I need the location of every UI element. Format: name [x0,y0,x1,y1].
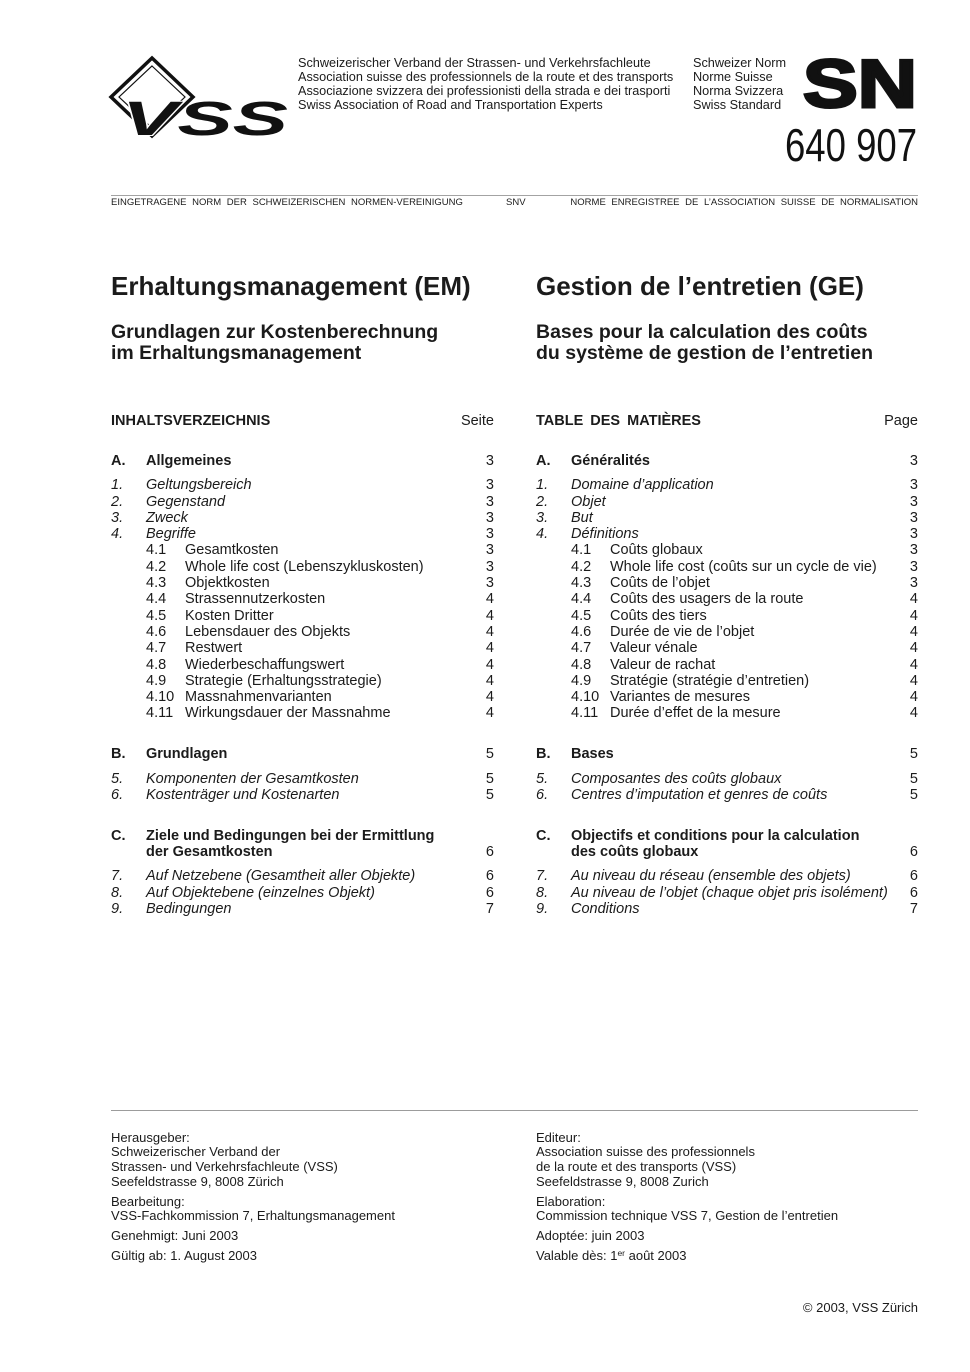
toc-page-number: 3 [909,509,918,526]
publisher-line: Association suisse des professionnels [536,1144,755,1160]
validity-date [536,1249,838,1264]
toc-subitem-row [111,689,494,705]
table-of-contents-fr [536,413,918,917]
toc-item-row [536,771,918,787]
toc-page-column-label: Page [884,413,918,429]
toc-page-number: 4 [909,607,918,624]
toc-page-number: 3 [909,558,918,575]
toc-item-number: 7. [111,868,124,885]
toc-item-row [536,477,918,493]
toc-subitem-number: 4.3 [146,575,167,592]
toc-item-row [536,901,918,917]
toc-subitem-label: Gesamtkosten [185,542,279,559]
toc-section-row [111,453,494,469]
toc-subitem-row [111,608,494,624]
toc-item-row [536,510,918,526]
footer-rule [111,1110,918,1111]
toc-item-number: 4. [111,526,124,543]
toc-subitem-label: Stratégie (stratégie d’entretien) [610,672,810,689]
toc-subitem-row [536,608,918,624]
toc-item-number: 9. [536,901,549,917]
toc-page-number: 3 [909,542,918,559]
toc-page-number: 5 [485,770,494,787]
publisher-line: Strassen- und Verkehrsfachleute (VSS) [111,1159,338,1174]
toc-item-list [111,477,494,721]
toc-subitem-label: Restwert [185,640,243,657]
toc-subitem-row [536,689,918,705]
toc-page-number: 3 [485,542,494,559]
title-block-fr [536,271,873,364]
subtitle-line: im Erhaltungsmanagement [111,341,362,364]
toc-item-number: 1. [536,477,549,494]
toc-subitem-row [111,640,494,656]
publisher-label: Editeur: [536,1129,581,1145]
toc-page-number: 4 [909,689,918,706]
toc-page-number: 5 [485,746,494,763]
toc-page-number: 3 [485,452,494,469]
registration-note-fr: NORME ENREGISTREE DE L’ASSOCIATION SUISSE DE NORMALISATION [570,196,918,208]
toc-section-letter: B. [536,746,551,763]
toc-item-number: 2. [536,493,549,510]
toc-item-number: 9. [111,901,124,917]
document-subtitle-fr [536,322,873,364]
toc-subitem-number: 4.6 [571,623,592,640]
toc-page-number: 4 [485,623,494,640]
toc-subitem-row [111,657,494,673]
subtitle-line: du système de gestion de l’entretien [536,341,874,364]
toc-subitem-number: 4.2 [571,558,592,575]
header-rule [111,195,918,196]
toc-item-number: 6. [111,786,124,803]
toc-subitem-row [536,673,918,689]
standard-number: 640 907 [785,119,917,171]
toc-page-number: 3 [909,452,918,469]
toc-page-number: 6 [485,884,494,901]
toc-subitem-row [536,591,918,607]
toc-subitem-number: 4.8 [571,656,592,673]
subtitle-line: Bases pour la calculation des coûts [536,320,868,343]
publisher-line: Seefeldstrasse 9, 8008 Zürich [111,1173,284,1189]
editing-value: Commission technique VSS 7, Gestion de l’entretien [536,1208,839,1224]
toc-section-title: Bases [571,746,614,763]
validity-suffix: août 2003 [625,1248,687,1264]
toc-page-number: 5 [909,770,918,787]
toc-page-number: 6 [909,844,918,861]
sn-logo-lettering: SN [803,46,917,122]
toc-subitem-label: Wiederbeschaffungswert [185,656,345,673]
toc-page-number: 4 [485,672,494,689]
toc-section-block [536,746,918,803]
toc-subitem-number: 4.8 [146,656,167,673]
toc-subitem-number: 4.1 [571,542,592,559]
toc-item-list [536,477,918,721]
toc-page-number: 3 [485,509,494,526]
toc-subitem-number: 4.7 [146,640,167,657]
toc-section-title: Généralités [571,452,650,469]
toc-item-label: But [571,509,593,526]
toc-subitem-number: 4.4 [571,591,592,608]
toc-page-column-label: Seite [460,413,494,429]
toc-item-number: 5. [536,770,549,787]
validity-text: Gültig ab: 1. August 2003 [111,1248,257,1264]
toc-item-row [111,868,494,884]
toc-subitem-row [111,575,494,591]
editing-value: VSS-Fachkommission 7, Erhaltungsmanagement [111,1208,395,1224]
editing-block [536,1195,838,1224]
standard-label-it: Norma Svizzera [693,84,784,98]
publisher-line: Schweizerischer Verband der [111,1144,281,1160]
toc-section-row [111,828,494,861]
toc-subitem-number: 4.9 [571,672,592,689]
imprint-de [111,1131,395,1265]
toc-subitem-label: Wirkungsdauer der Massnahme [185,705,391,722]
document-title-fr: Gestion de l’entretien (GE) [536,271,864,301]
registration-org: SNV [506,196,526,208]
association-name-en: Swiss Association of Road and Transportation Experts [298,98,603,112]
toc-item-label: Kostenträger und Kostenarten [146,786,340,803]
toc-page-number: 4 [485,640,494,657]
toc-subitem-label: Whole life cost (coûts sur un cycle de vie) [610,558,877,575]
toc-subitem-label: Valeur de rachat [610,656,716,673]
toc-subitem-row [536,657,918,673]
toc-heading: TABLE DES MATIÈRES [536,413,701,429]
toc-section-title: Grundlagen [146,746,228,763]
association-name-it: Associazione svizzera dei professionisti della strada e dei trasporti [298,84,671,98]
toc-page-number: 4 [909,672,918,689]
toc-page-number: 4 [485,591,494,608]
toc-item-row [111,901,494,917]
copyright-notice: © 2003, VSS Zürich [802,1299,918,1315]
toc-subitem-number: 4.5 [571,607,592,624]
toc-subitem-number: 4.9 [146,672,167,689]
editing-block [111,1195,395,1224]
association-name-fr: Association suisse des professionnels de la route et des transports [298,70,674,84]
toc-item-row [536,526,918,542]
toc-item-row [111,885,494,901]
registration-note-de: EINGETRAGENE NORM DER SCHWEIZERISCHEN NORMEN-VEREINIGUNG [111,196,463,208]
publisher-line: Seefeldstrasse 9, 8008 Zurich [536,1173,709,1189]
toc-item-number: 3. [111,509,124,526]
toc-item-label: Auf Objektebene (einzelnes Objekt) [146,884,375,901]
editing-label: Elaboration: [536,1193,606,1209]
toc-section-letter: A. [111,452,126,469]
toc-section-block [111,828,494,917]
toc-page-number: 3 [909,526,918,543]
toc-subitem-row [111,542,494,558]
document-title-de: Erhaltungsmanagement (EM) [111,271,471,301]
editing-label: Bearbeitung: [111,1193,185,1209]
toc-subitem-row [111,591,494,607]
publisher-line: de la route et des transports (VSS) [536,1159,737,1174]
toc-item-row [111,477,494,493]
toc-page-number: 3 [485,575,494,592]
toc-subitem-label: Strassennutzerkosten [185,591,326,608]
approval-date [536,1229,838,1244]
toc-page-number: 4 [909,591,918,608]
toc-item-number: 1. [111,477,124,494]
toc-section-title: Objectifs et conditions pour la calculation des coûts globaux [571,827,860,861]
toc-page-number: 6 [909,868,918,885]
toc-subitem-row [111,705,494,721]
toc-subitem-label: Massnahmenvarianten [185,689,332,706]
toc-page-number: 4 [485,705,494,722]
toc-heading-row [111,413,494,429]
toc-item-list [536,771,918,804]
toc-item-list [111,771,494,804]
toc-page-number: 3 [485,558,494,575]
toc-subitem-number: 4.11 [146,705,174,722]
toc-subitem-number: 4.3 [571,575,592,592]
validity-text [536,1249,838,1264]
toc-page-number: 4 [485,689,494,706]
toc-item-number: 7. [536,868,549,885]
toc-subitem-row [536,559,918,575]
imprint-fr [536,1131,838,1265]
approval-date [111,1229,395,1244]
toc-subitem-label: Kosten Dritter [185,607,274,624]
standard-label-en: Swiss Standard [693,98,782,112]
toc-item-number: 8. [536,884,549,901]
toc-item-row [111,526,494,542]
toc-subitem-number: 4.7 [571,640,592,657]
title-block-de [111,271,471,364]
toc-page-number: 4 [485,607,494,624]
table-of-contents-de [111,413,494,917]
toc-item-row [111,494,494,510]
toc-subitem-row [111,624,494,640]
toc-subitem-label: Coûts globaux [610,542,703,559]
toc-item-label: Objet [571,493,606,510]
toc-section-block [536,828,918,917]
toc-page-number: 3 [485,526,494,543]
toc-section-title: Allgemeines [146,452,232,469]
toc-heading: INHALTSVERZEICHNIS [111,413,271,429]
toc-subitem-label: Durée d’effet de la mesure [610,705,781,722]
toc-subitem-row [536,624,918,640]
toc-subitem-number: 4.10 [571,689,600,706]
toc-item-label: Bedingungen [146,901,232,917]
toc-subitem-number: 4.2 [146,558,167,575]
toc-subitem-number: 4.10 [146,689,175,706]
toc-page-number: 4 [909,656,918,673]
toc-item-label: Gegenstand [146,493,226,510]
toc-subitem-number: 4.4 [146,591,167,608]
toc-item-label: Begriffe [146,526,196,543]
toc-item-label: Au niveau du réseau (ensemble des objets) [571,868,851,885]
toc-item-row [111,787,494,803]
vss-logo [108,55,292,144]
association-name-de: Schweizerischer Verband der Strassen- und Verkehrsfachleute [298,56,651,70]
toc-subitem-label: Coûts de l’objet [610,575,710,592]
toc-section-block [536,453,918,722]
toc-item-number: 3. [536,509,549,526]
toc-page-number: 5 [909,786,918,803]
toc-page-number: 3 [485,477,494,494]
toc-subitem-number: 4.1 [146,542,167,559]
toc-item-number: 4. [536,526,549,543]
toc-page-number: 6 [485,844,494,861]
toc-heading-row [536,413,918,429]
sn-standard-mark [780,46,920,171]
toc-item-label: Auf Netzebene (Gesamtheit aller Objekte) [146,868,416,885]
publisher-block [536,1131,838,1190]
toc-page-number: 5 [485,786,494,803]
approval-text: Adoptée: juin 2003 [536,1228,645,1244]
standard-label-de: Schweizer Norm [693,56,787,70]
toc-item-label: Composantes des coûts globaux [571,770,782,787]
publisher-block [111,1131,395,1190]
toc-section-row [536,746,918,762]
toc-subitem-row [536,575,918,591]
toc-subitem-number: 4.5 [146,607,167,624]
toc-section-block [111,746,494,803]
toc-item-row [536,868,918,884]
toc-subitem-label: Lebensdauer des Objekts [185,623,351,640]
toc-page-number: 3 [909,477,918,494]
toc-section-letter: C. [111,827,126,844]
ordinal-superscript: er [617,1248,625,1259]
standard-labels [693,56,786,112]
toc-item-label: Geltungsbereich [146,477,252,494]
toc-item-number: 5. [111,770,124,787]
toc-subitem-number: 4.6 [146,623,167,640]
toc-entries [536,453,918,917]
toc-section-letter: C. [536,827,551,844]
logo-lettering: VSS [122,93,288,146]
toc-subitem-label: Durée de vie de l’objet [610,623,755,640]
toc-item-row [536,885,918,901]
toc-item-label: Conditions [571,901,640,917]
toc-item-row [111,771,494,787]
toc-subitem-row [111,673,494,689]
toc-page-number: 3 [909,575,918,592]
toc-page-number: 4 [909,705,918,722]
toc-subitem-label: Variantes de mesures [610,689,750,706]
toc-page-number: 7 [485,901,494,917]
toc-item-list [111,868,494,917]
association-names [298,56,673,112]
toc-section-row [111,746,494,762]
toc-subitem-row [536,640,918,656]
toc-item-row [111,510,494,526]
toc-item-label: Komponenten der Gesamtkosten [146,770,359,787]
toc-subitem-row [536,542,918,558]
toc-page-number: 4 [485,656,494,673]
toc-section-row [536,828,918,861]
toc-subitem-label: Strategie (Erhaltungsstrategie) [185,672,382,689]
toc-section-letter: B. [111,746,126,763]
toc-page-number: 6 [909,884,918,901]
toc-page-number: 6 [485,868,494,885]
toc-subitem-label: Valeur vénale [610,640,698,657]
toc-page-number: 4 [909,640,918,657]
toc-item-label: Définitions [571,526,639,543]
toc-page-number: 7 [909,901,918,917]
toc-subitem-row [536,705,918,721]
toc-page-number: 5 [909,746,918,763]
toc-section-block [111,453,494,722]
toc-page-number: 3 [909,493,918,510]
validity-prefix: Valable dès: 1 [536,1248,618,1264]
toc-item-label: Zweck [146,509,188,526]
toc-item-row [536,787,918,803]
toc-subitem-label: Coûts des tiers [610,607,707,624]
toc-subitem-label: Whole life cost (Lebenszykluskosten) [185,558,424,575]
toc-subitem-number: 4.11 [571,705,599,722]
toc-section-title: Ziele und Bedingungen bei der Ermittlung der Gesamtkosten [146,827,435,861]
toc-page-number: 4 [909,623,918,640]
toc-page-number: 3 [485,493,494,510]
toc-subitem-row [111,559,494,575]
toc-item-number: 8. [111,884,124,901]
toc-subitem-label: Objektkosten [185,575,270,592]
toc-item-label: Domaine d’application [571,477,714,494]
toc-section-letter: A. [536,452,551,469]
standard-label-fr: Norme Suisse [693,70,773,84]
validity-date [111,1249,395,1264]
toc-entries [111,453,494,917]
document-subtitle-de [111,322,471,364]
toc-item-number: 6. [536,786,549,803]
toc-item-list [536,868,918,917]
toc-item-row [536,494,918,510]
toc-subitem-label: Coûts des usagers de la route [610,591,804,608]
toc-item-label: Au niveau de l’objet (chaque objet pris isolément) [571,884,888,901]
subtitle-line: Grundlagen zur Kostenberechnung [111,320,439,343]
toc-section-row [536,453,918,469]
approval-text: Genehmigt: Juni 2003 [111,1228,239,1244]
publisher-label: Herausgeber: [111,1129,190,1145]
toc-item-number: 2. [111,493,124,510]
toc-item-label: Centres d’imputation et genres de coûts [571,786,828,803]
